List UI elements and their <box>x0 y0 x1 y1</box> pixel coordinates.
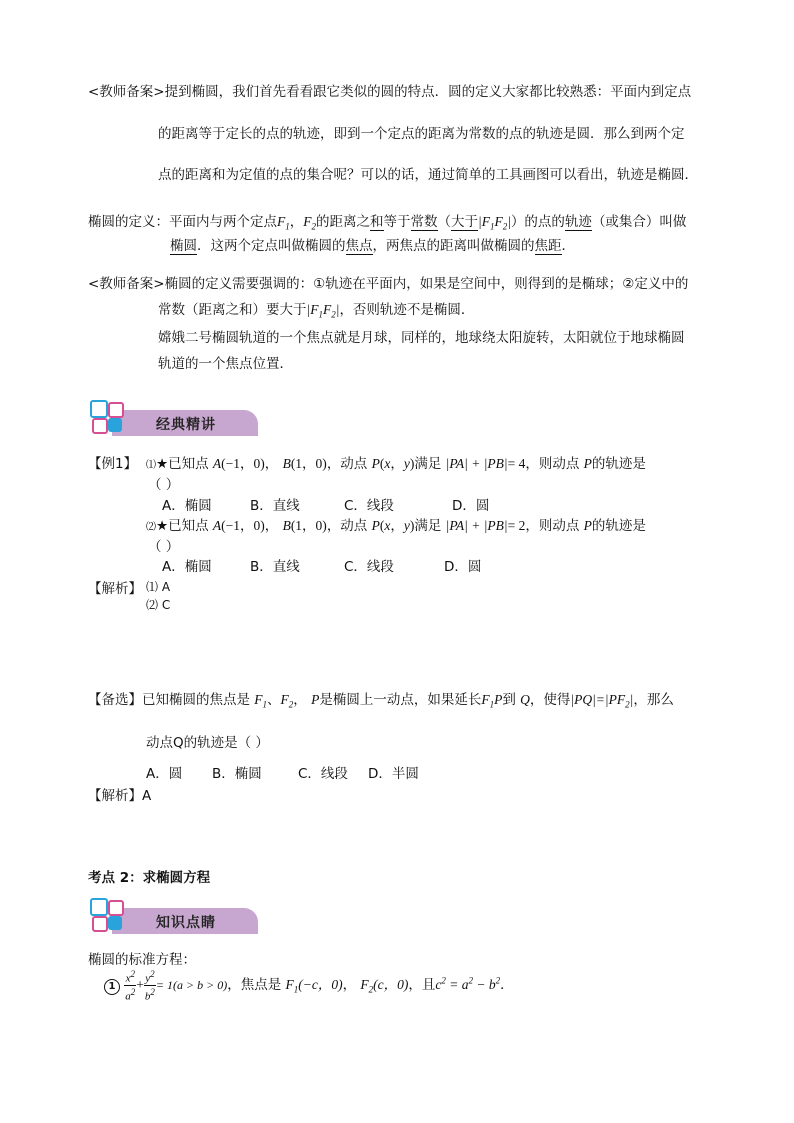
note2-line2a: 常数（距离之和）要大于 <box>158 302 307 318</box>
backup-eq: $|PQ|=|PF_2|$ <box>570 692 634 710</box>
frac-y2-b2: $\frac{y^2}{b^2}$ <box>144 969 155 1003</box>
def-mid2: 等于 <box>383 214 411 230</box>
f2-symbol: $F_2$ <box>303 214 316 232</box>
backup-option-a: A．圆 <box>146 766 183 782</box>
def-line2-mid: ．这两个定点叫做椭圆的 <box>197 238 346 254</box>
backup-analysis-label: 【解析】 <box>88 788 142 804</box>
point-b-coords: (1，0) <box>290 456 327 471</box>
q2-point-b-coords: (1，0) <box>290 518 327 533</box>
q2-point-a: A <box>212 518 222 533</box>
q1-cond: ，动点 <box>326 456 368 472</box>
banner-title-classic: 经典精讲 <box>156 417 216 433</box>
standard-equation-heading: 椭圆的标准方程： <box>88 952 196 968</box>
standard-equation-1: 1 $\frac{x^2}{a^2}$ + $\frac{y^2}{b^2}$ = 1(a > b > 0)，焦点是 $F_1(-c$，0)， $F_2(c$，0)，且$c^2 = a^2 - b^2$． <box>104 968 514 1002</box>
def-word-tuoyuan: 椭圆 <box>170 238 197 254</box>
eq-end: ． <box>500 977 514 994</box>
ellipse-definition-line2 <box>170 234 575 254</box>
q2-end: 的轨迹是 <box>591 518 646 534</box>
def-line2-end: ． <box>561 238 575 254</box>
backup-text1: 已知椭圆的焦点是 <box>142 692 250 708</box>
point-a: A <box>212 456 222 471</box>
q1-num: ⑴ <box>146 460 156 471</box>
def-line2-mid2: ，两焦点的距离叫做椭圆的 <box>372 238 535 254</box>
point-p: P <box>371 456 380 471</box>
backup-text2: 是椭圆上一动点，如果延长 <box>319 692 482 708</box>
backup-option-b: B．椭圆 <box>212 766 262 782</box>
def-paren-close: ）的点的 <box>510 214 565 230</box>
q1-end: 的轨迹是 <box>591 456 646 472</box>
example1-analysis-label: 【解析】 <box>88 581 142 597</box>
q2-p-symbol: P <box>583 518 592 533</box>
grid-icon <box>88 398 128 438</box>
backup-text3: 到 <box>502 692 516 708</box>
def-mid1: 的距离之 <box>316 214 370 230</box>
focus-f1: $F_1(-c$，0) <box>285 977 343 995</box>
backup-option-d: D．半圆 <box>368 766 419 782</box>
note2-line2b: ，否则轨迹不是椭圆． <box>339 302 475 318</box>
def-word-jiaodian: 焦点 <box>345 238 373 254</box>
def-word-jiaoju: 焦距 <box>534 238 562 254</box>
q1-option-a: A．椭圆 <box>162 498 212 514</box>
q2-cond: ，动点 <box>326 518 368 534</box>
example1-answer-1: ⑴ A <box>146 580 171 594</box>
def-tail1: （或集合）叫做 <box>591 214 687 230</box>
def-word-he: 和 <box>370 214 384 230</box>
def-prefix: 椭圆的定义：平面内与两个定点 <box>88 214 277 230</box>
eq-condition: = 1(a > b > 0) <box>155 978 228 993</box>
focus-f2: $F_2(c$，0) <box>360 977 409 995</box>
q1-option-c: C．线段 <box>344 498 394 514</box>
point-a-coords: (−1，0) <box>221 456 265 471</box>
q2-num: ⑵ <box>146 522 156 533</box>
q1-satisfy: 满足 <box>414 456 442 472</box>
banner-tab-2 <box>112 908 258 934</box>
q1-eq: = 4 <box>507 456 526 471</box>
q2-text: ★已知点 <box>156 518 209 534</box>
backup-text4: ，使得 <box>529 692 571 708</box>
f1f2-abs: $|F_1F_2|$ <box>478 214 511 232</box>
banner-tab <box>112 410 258 436</box>
section-banner-knowledge <box>88 896 258 940</box>
teacher-note-2-line4: 轨道的一个焦点位置． <box>158 356 293 372</box>
q2-option-b: B．直线 <box>250 559 300 575</box>
q1-tail: ，则动点 <box>525 456 580 472</box>
grid-icon <box>88 896 128 936</box>
q2-point-p-coords: (x，y) <box>379 518 415 533</box>
backup-f1: $F_1$ <box>254 692 268 710</box>
eq-foci-text: ，焦点是 <box>227 977 282 994</box>
example1-q2: ⑵★已知点 A(−1，0)， B(1，0)，动点 P(x，y)满足 |PA| + |PB|= 2，则动点 P的轨迹是 <box>146 518 646 534</box>
backup-answer: A <box>142 788 152 804</box>
q1-sum-expr: |PA| + |PB| <box>445 456 508 471</box>
backup-option-c: C．线段 <box>298 766 348 782</box>
item-number-circle: 1 <box>104 979 120 995</box>
def-word-guiji: 轨迹 <box>564 214 592 230</box>
teacher-note-1-line1: <教师备案>提到椭圆，我们首先看看跟它类似的圆的特点．圆的定义大家都比较熟悉：平面内到定点 <box>88 84 692 100</box>
backup-f2: $F_2$ <box>280 692 294 710</box>
def-word-dayu: 大于 <box>451 214 478 230</box>
q2-point-b: B <box>282 518 291 533</box>
point-p-coords: (x，y) <box>379 456 415 471</box>
example1-label: 【例1】 <box>88 456 138 472</box>
q1-p-symbol: P <box>583 456 592 471</box>
backup-p: P <box>311 692 320 707</box>
f1-symbol: $F_1$ <box>277 214 290 232</box>
eq-c-relation: $c^2 = a^2 - b^2$ <box>435 975 501 993</box>
def-word-changshu: 常数 <box>410 214 438 230</box>
q2-option-c: C．线段 <box>344 559 394 575</box>
teacher-note-2-line1: <教师备案>椭圆的定义需要强调的：①轨迹在平面内，如果是空间中，则得到的是椭球；②定义中的 <box>88 276 689 292</box>
backup-text5: ，那么 <box>633 692 674 708</box>
example1-q1: ⑴★已知点 A(−1，0)， B(1，0)，动点 P(x，y)满足 |PA| + |PB|= 4，则动点 P的轨迹是 <box>146 456 646 472</box>
q2-point-a-coords: (−1，0) <box>221 518 265 533</box>
section2-title: 考点 2：求椭圆方程 <box>88 870 211 886</box>
point-b: B <box>282 456 291 471</box>
def-paren-open: （ <box>437 214 451 230</box>
backup-analysis <box>88 784 151 804</box>
backup-label: 【备选】 <box>88 692 142 708</box>
example1-answer-2: ⑵ C <box>146 598 171 612</box>
backup-line2: 动点Q的轨迹是（ ） <box>146 735 269 751</box>
q2-tail: ，则动点 <box>525 518 580 534</box>
q1-text: ★已知点 <box>156 456 209 472</box>
section-banner-classic <box>88 398 258 442</box>
teacher-note-2-line3: 嫦娥二号椭圆轨道的一个焦点就是月球，同样的，地球绕太阳旋转，太阳就位于地球椭圆 <box>158 330 685 346</box>
teacher-note-2-line2 <box>158 298 474 320</box>
q1-option-b: B．直线 <box>250 498 300 514</box>
q2-option-a: A．椭圆 <box>162 559 212 575</box>
backup-line1: 【备选】已知椭圆的焦点是 $F_1$、$F_2$， P是椭圆上一动点，如果延长$F_1P$到 Q，使得$|PQ|=|PF_2|$，那么 <box>88 692 674 710</box>
backup-f1p: $F_1P$ <box>481 692 503 710</box>
q2-sum-expr: |PA| + |PB| <box>445 518 508 533</box>
backup-q: Q <box>520 692 530 707</box>
example1-q2-paren: （ ） <box>148 539 180 555</box>
teacher-note-1-line2: 的距离等于定长的点的轨迹，即到一个定点的距离为常数的点的轨迹是圆．那么到两个定 <box>158 126 685 142</box>
example1-q1-paren: （ ） <box>148 477 180 493</box>
banner-title-knowledge: 知识点睛 <box>156 915 216 931</box>
note2-f1f2-abs: $|F_1F_2|$ <box>306 302 340 320</box>
q2-eq: = 2 <box>507 518 526 533</box>
q2-point-p: P <box>371 518 380 533</box>
q2-satisfy: 满足 <box>414 518 442 534</box>
q2-option-d: D．圆 <box>444 559 482 575</box>
q1-option-d: D．圆 <box>452 498 490 514</box>
teacher-note-1-line3: 点的距离和为定值的点的集合呢？可以的话，通过简单的工具画图可以看出，轨迹是椭圆． <box>158 167 698 183</box>
frac-x2-a2: $\frac{x^2}{a^2}$ <box>125 969 136 1003</box>
eq-and-text: ，且 <box>408 977 436 994</box>
ellipse-definition-line1: 椭圆的定义：平面内与两个定点$F_1$，$F_2$的距离之和等于常数（大于$|F_1F_2|$）的点的轨迹（或集合）叫做 <box>88 214 687 232</box>
